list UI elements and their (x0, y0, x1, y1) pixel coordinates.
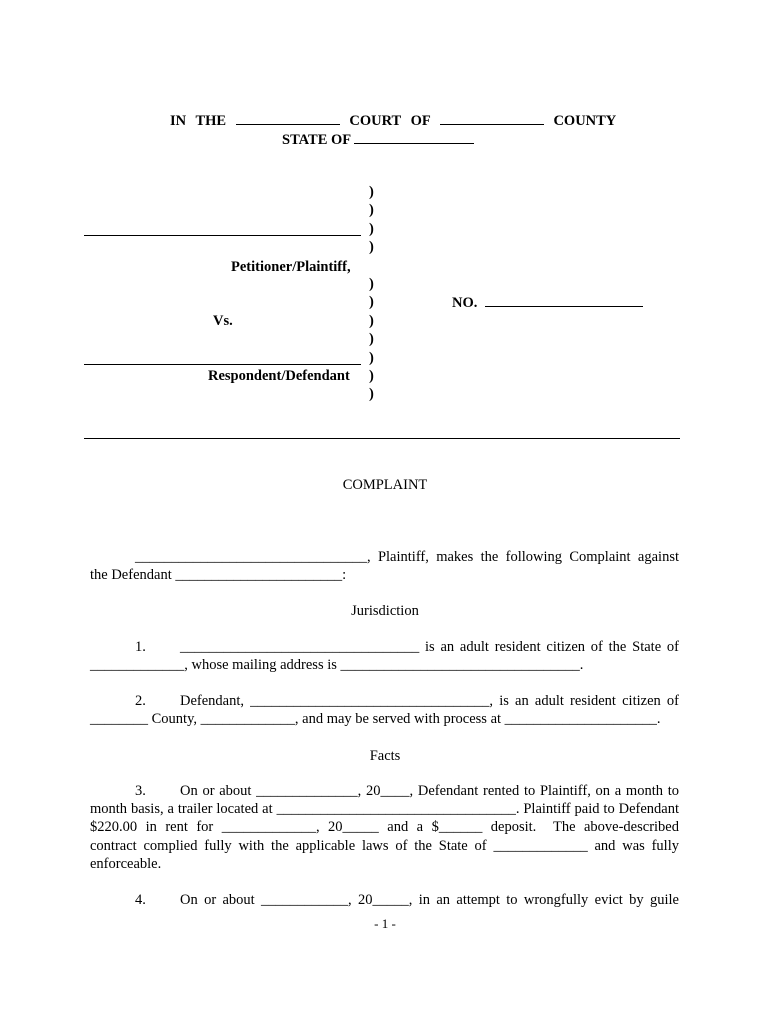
caption-court-of: COURT OF (349, 113, 431, 129)
caption-state-of: STATE OF (282, 132, 351, 148)
para-3-line-3: $220.00 in rent for _____________, 20_____ and a $______ deposit. The above-described (90, 819, 679, 835)
case-number-blank (485, 293, 643, 307)
petitioner-label: Petitioner/Plaintiff, (231, 259, 351, 275)
vs-label: Vs. (213, 313, 233, 329)
respondent-label: Respondent/Defendant (208, 368, 350, 384)
para-3-line-5: enforceable. (90, 856, 162, 872)
intro-line-1: ________________________________, Plaintiff, makes the following Complaint against (135, 549, 679, 565)
para-3-line-1: On or about ______________, 20____, Defendant rented to Plaintiff, on a month to (180, 783, 679, 799)
para-4-line-1: On or about ____________, 20_____, in an attempt to wrongfully evict by guile (180, 892, 679, 908)
para-3-line-4: contract complied fully with the applicable laws of the State of _____________ and was fully (90, 838, 679, 854)
para-2-line-1: Defendant, _________________________________, is an adult resident citizen of (180, 693, 679, 709)
caption-in-the: IN THE (170, 113, 227, 129)
intro-line-2: the Defendant _______________________: (90, 567, 347, 583)
para-3-line-2: month basis, a trailer located at _________________________________. Plaintiff paid to Defendant (90, 801, 679, 817)
plaintiff-name-line (84, 235, 361, 236)
state-blank (354, 130, 474, 144)
caption-line-1 (170, 111, 616, 130)
para-1-number: 1. (135, 639, 146, 655)
document-title: COMPLAINT (342, 477, 428, 493)
defendant-name-line (84, 364, 361, 365)
case-number (452, 293, 643, 312)
caption-parentheses: ) ) ) ) ) ) ) ) ) ) ) (369, 184, 374, 403)
section-facts: Facts (369, 748, 401, 764)
para-3-number: 3. (135, 783, 146, 799)
case-number-label: NO. (452, 295, 478, 311)
court-blank (236, 111, 340, 125)
section-jurisdiction: Jurisdiction (351, 603, 419, 619)
para-2-number: 2. (135, 693, 146, 709)
caption-line-2 (282, 130, 474, 149)
page-number: - 1 - (374, 916, 396, 931)
caption-divider (84, 438, 680, 439)
county-blank (440, 111, 544, 125)
para-4-number: 4. (135, 892, 146, 908)
para-1-line-2: _____________, whose mailing address is _________________________________. (90, 657, 584, 673)
para-1-line-1: _________________________________ is an adult resident citizen of the State of (180, 639, 679, 655)
caption-county: COUNTY (553, 113, 617, 129)
para-2-line-2: ________ County, _____________, and may be served with process at _____________________. (90, 711, 661, 727)
